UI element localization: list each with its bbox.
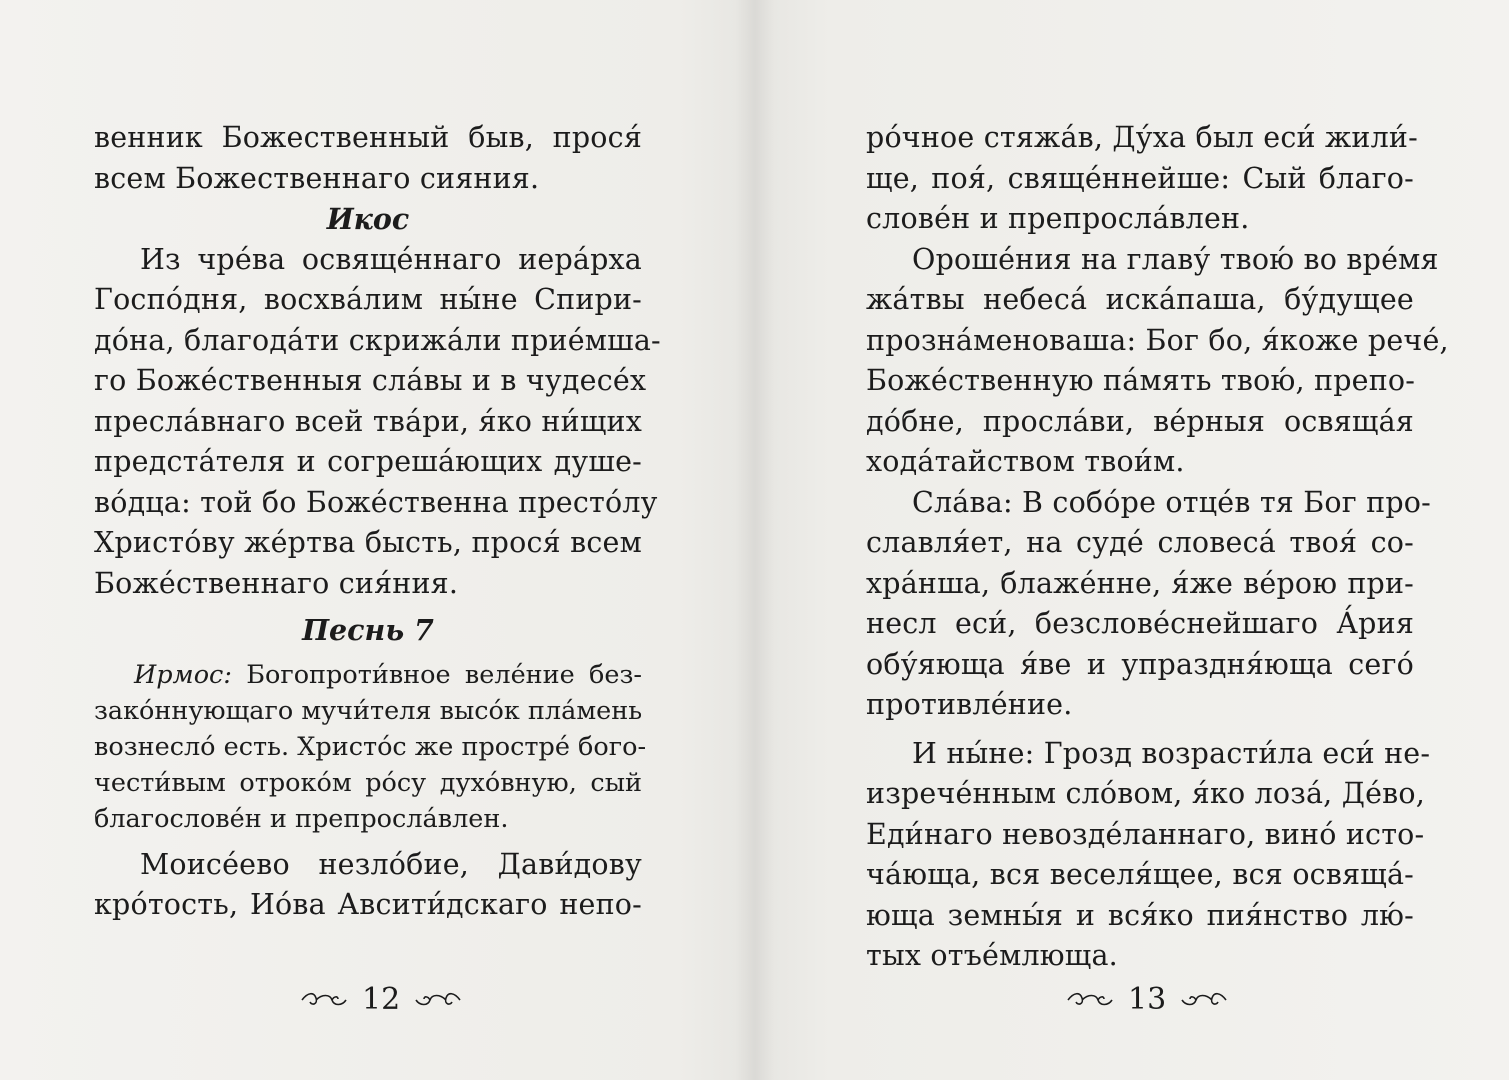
left-page — [94, 118, 661, 926]
text-line: предста́теля и согреша́ющих душе- — [94, 445, 642, 478]
vine-scroll-ornament-icon — [1066, 990, 1114, 1010]
text-line: хода́тайством твои́м. — [866, 445, 1185, 478]
right-page — [866, 118, 1449, 977]
vine-scroll-ornament-icon — [1180, 990, 1228, 1010]
text-line: противле́ние. — [866, 688, 1073, 721]
text-line: обу́яюща я́ве и упраздня́юща сего́ — [866, 647, 1414, 681]
irmos-line: чести́вым отроко́м ро́су духо́вную, сый — [94, 767, 642, 798]
text-line: прозна́меноваша: Бог бо, я́коже рече́, — [866, 323, 1449, 357]
page-number-left — [300, 980, 462, 1020]
text-line: юща земны́я и вся́ко пия́нство лю́- — [866, 898, 1414, 932]
text-line: Моисе́ево незло́бие, Дави́дову — [140, 847, 642, 881]
page-number: 13 — [1128, 982, 1167, 1017]
irmos-line: благослове́н и препросла́влен. — [94, 803, 509, 834]
text-line: хра́нша, блаже́нне, я́же ве́рою при- — [866, 566, 1414, 600]
text-line: Боже́ственную па́мять твою́, препо- — [866, 364, 1416, 397]
text-line: Госпо́дня, восхва́лим ны́не Спири- — [94, 283, 642, 316]
text-line: И ны́не: Грозд возрасти́ла еси́ не- — [912, 736, 1431, 770]
text-line: Ороше́ния на главу́ твою́ во вре́мя — [912, 242, 1439, 276]
text-line: пресла́внаго всей тва́ри, я́ко ни́щих — [94, 404, 642, 438]
irmos-line — [94, 657, 642, 693]
heading-song: Песнь 7 — [302, 613, 434, 647]
text-line: го Боже́ственныя сла́вы и в чудесе́х — [94, 364, 647, 397]
irmos-text: Богопроти́вное веле́ние без- — [246, 659, 643, 690]
text-line: изрече́нным сло́вом, я́ко лоза́, Де́во, — [866, 777, 1426, 810]
text-line: слове́н и препросла́влен. — [866, 202, 1250, 235]
text-line: во́дца: той бо Боже́ственна престо́лу — [94, 485, 658, 519]
text-line: венник Божественный быв, прося́ — [94, 121, 642, 154]
heading-ikos: Икос — [326, 202, 410, 236]
book-gutter — [735, 0, 775, 1080]
text-line: тых отъе́млюща. — [866, 939, 1118, 972]
text-line: всем Божественнаго сияния. — [94, 161, 540, 195]
text-line: Из чре́ва освяще́ннаго иера́рха — [140, 242, 642, 276]
text-line: Боже́ственнаго сия́ния. — [94, 566, 459, 600]
text-line: ро́чное стяжа́в, Ду́ха был еси́ жили́- — [866, 121, 1418, 154]
irmos-line: зако́ннующаго мучи́теля высо́к пла́мень — [94, 695, 643, 726]
text-line: до́на, благода́ти скрижа́ли прие́мша- — [94, 323, 661, 357]
text-line: жа́твы небеса́ иска́паша, бу́дущее — [866, 283, 1414, 316]
text-line: славля́ет, на суде́ словеса́ твоя́ со- — [866, 526, 1414, 559]
vine-scroll-ornament-icon — [300, 990, 348, 1010]
text-line: несл еси́, безслове́снейшаго А́рия — [866, 607, 1414, 640]
text-line: кро́тость, Ио́ва Авсити́дскаго непо- — [94, 888, 642, 921]
text-line: Сла́ва: В собо́ре отце́в тя Бог про- — [912, 485, 1431, 519]
vine-scroll-ornament-icon — [414, 990, 462, 1010]
text-line: Еди́наго невозде́ланнаго, вино́ исто- — [866, 817, 1425, 851]
page-number-right — [1066, 980, 1228, 1020]
text-line: ча́юща, вся веселя́щее, вся освяща́- — [866, 858, 1414, 891]
text-line: Христо́ву же́ртва бысть, прося́ всем — [94, 526, 642, 559]
text-line: ще, поя́, свяще́ннейше: Сый благо- — [866, 161, 1414, 195]
irmos-line: вознесло́ есть. Христо́с же простре́ бого- — [94, 731, 647, 762]
page-number: 12 — [362, 982, 401, 1017]
irmos-label: Ирмос: — [134, 659, 232, 690]
text-line: до́бне, просла́ви, ве́рныя освяща́я — [866, 404, 1414, 438]
